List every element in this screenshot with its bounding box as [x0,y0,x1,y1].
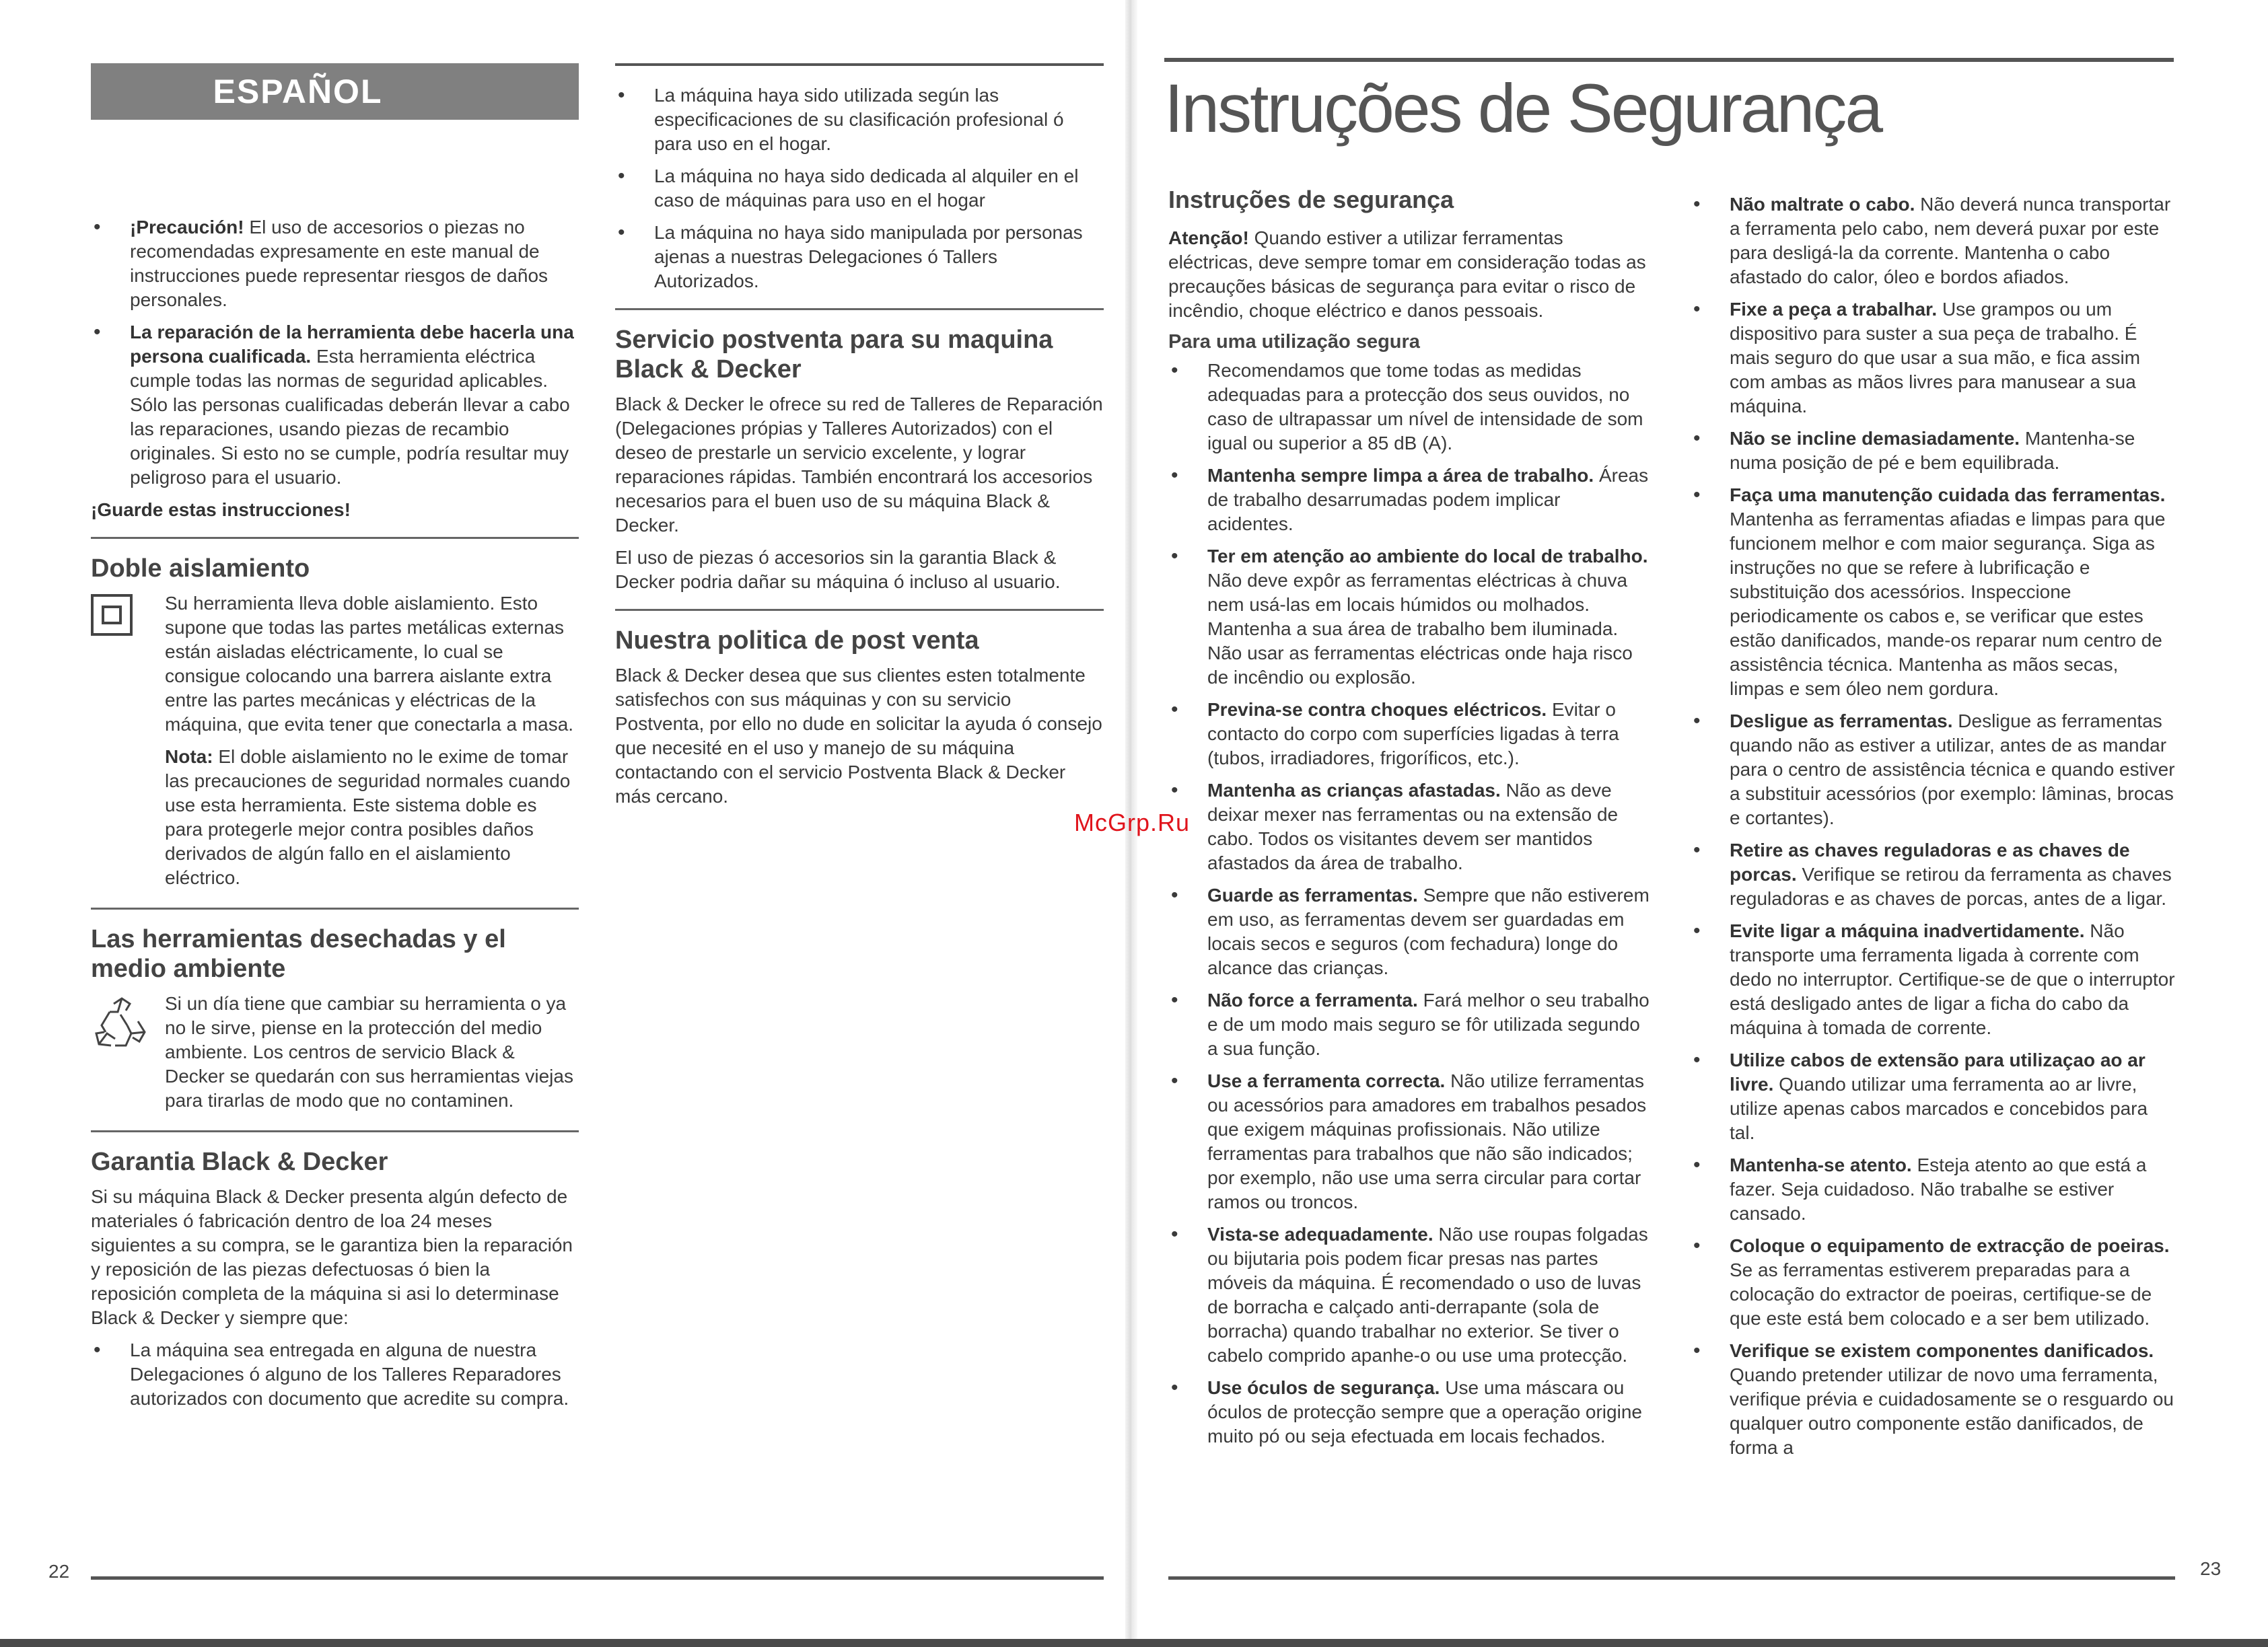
section-heading-instrucoes: Instruções de segurança [1168,186,1454,213]
list-item: • ¡Precaución! El uso de accesorios o piezas no recomendadas expresamente en este manual de instrucciones puede representar riesgos de daños personales. [91,215,579,312]
list-item: • La reparación de la herramienta debe hacerla una persona cualificada. Esta herramienta eléctrica cumple todas las normas de seguridad aplicables. Sólo las personas cualificadas deberán llevar a cabo las reparaciones, usando piezas de recambio originales. Si esto no se cumple, podría resultar muy peligroso para el usuario. [91,320,579,490]
double-insulation-block [91,591,579,898]
top-rule [615,63,1104,66]
list-item: • La máquina no haya sido dedicada al alquiler en el caso de máquinas para uso en el hogar [615,164,1104,213]
page-title: Instruções de Segurança [1164,70,1882,147]
divider [91,537,579,539]
footer-rule [1168,1576,2175,1580]
medio-text: Si un día tiene que cambiar su herramienta o ya no le sirve, piense en la protección del medio ambiente. Los centros de servicio Black & Decker se quedarán con sus herramientas viejas para tirarlas de modo que no contaminen. [165,993,573,1111]
left-column-1 [91,63,579,1419]
list-item: • Utilize cabos de extensão para utilizaçao ao ar livre. Quando utilizar uma ferramenta ao ar livre, utilize apenas cabos marcados e concebidos para tal. [1691,1048,2176,1145]
divider [615,308,1104,310]
section-heading-servicio: Servicio postventa para su maquina Black & Decker [615,326,1053,383]
list-item: • La máquina no haya sido manipulada por personas ajenas a nuestras Delegaciones ó Tallers Autorizados. [615,221,1104,293]
list-item: • Fixe a peça a trabalhar. Use grampos ou um dispositivo para suster a sua peça de trabalho. É mais seguro do que usar a sua mão, e fica assim com ambas as mãos livres para manusear a sua máquina. [1691,297,2176,418]
double-insulation-icon [91,594,133,636]
list-item: • Use a ferramenta correcta. Não utilize ferramentas ou acessórios para amadores em trabalhos pesados que exigem máquinas profissionais. Não utilize ferramentas para trabalhos que não são indicados; por exemplo, não use uma serra circular para cortar ramos ou troncos. [1168,1069,1650,1214]
precaution-list [91,215,579,490]
right-column-1 [1168,186,1650,1457]
section-heading-politica: Nuestra politica de post venta [615,626,979,655]
doble-text: Su herramienta lleva doble aislamiento. Esto supone que todas las partes metálicas externas están aisladas eléctricamente, lo cual se consigue colocando una barrera aislante extra entre las partes mecánicas y eléctricas de la máquina, que evita tener que conectarla a masa. [165,593,574,735]
list-item: • La máquina sea entregada en alguna de nuestra Delegaciones ó alguno de los Talleres Reparadores autorizados con documento que acredite su compra. [91,1338,579,1411]
atencao-text: Atenção! Quando estiver a utilizar ferramentas eléctricas, deve sempre tomar em consideração todas as precauções básicas de segurança para evitar o risco de incêndio, choque eléctrico e danos pessoais. [1168,227,1646,321]
environment-block [91,992,579,1121]
list-item: • Vista-se adequadamente. Não use roupas folgadas ou bijutaria pois podem ficar presas nas partes móveis da máquina. É recomendado o uso de luvas de borracha e calçado anti-derrapante (sola de borracha) quando trabalhar no exterior. Se tiver o cabelo comprido apanhe-o ou use uma protecção. [1168,1222,1650,1368]
page-22 [0,0,1128,1647]
list-item: • Guarde as ferramentas. Sempre que não estiverem em uso, as ferramentas devem ser guardadas em locais secos e seguros (com fechadura) longe do alcance das crianças. [1168,883,1650,980]
garantia-text: Si su máquina Black & Decker presenta algún defecto de materiales ó fabricación dentro de loa 24 meses siguientes a su compra, se le garantiza bien la reparación y reposición de las piezas defectuosas ó bien la reposición completa de la máquina si asi lo determinase Black & Decker y siempre que: [91,1186,573,1328]
doble-note: Nota: El doble aislamiento no le exime de tomar las precauciones de seguridad normales cuando use esta herramienta. Este sistema doble es para protegerle mejor contra posibles daños derivados de algún fallo en el aislamiento eléctrico. [165,746,571,888]
list-item: • Verifique se existem componentes danificados. Quando pretender utilizar de novo uma ferramenta, verifique prévia e cuidadosamente se o resguardo ou qualquer outro componente estão danificados, de forma a [1691,1339,2176,1460]
servicio-text-2: El uso de piezas ó accesorios sin la garantia Black & Decker podria dañar su máquina ó incluso al usuario. [615,547,1061,592]
politica-text: Black & Decker desea que sus clientes esten totalmente satisfechos con sus máquinas y con su servicio Postventa, por ello no dude en solicitar la ayuda ó consejo que necesité en el uso y manejo de su máquina contactando con el servicio Postventa Black & Decker más cercano. [615,665,1102,807]
list-item: • Mantenha sempre limpa a área de trabalho. Áreas de trabalho desarrumadas podem implicar acidentes. [1168,464,1650,536]
list-item: • Não force a ferramenta. Fará melhor o seu trabalho e de um modo mais seguro se fôr utilizada segundo a sua função. [1168,988,1650,1061]
subheading-utilizacao: Para uma utilização segura [1168,331,1420,353]
left-column-2 [615,63,1104,817]
right-column-2 [1691,192,2176,1468]
list-item: • Previna-se contra choques eléctricos. Evitar o contacto do corpo com superfícies ligadas à terra (tubos, irradiadores, frigoríficos, etc.). [1168,698,1650,770]
recycle-icon [91,994,153,1056]
footer-rule [91,1576,1104,1580]
garantia-list [91,1338,579,1411]
list-item: • Não maltrate o cabo. Não deverá nunca transportar a ferramenta pelo cabo, nem deverá puxar por este para desligá-la da corrente. Mantenha o cabo afastado do calor, óleo e bordos afiados. [1691,192,2176,289]
page-23 [1135,0,2268,1647]
section-heading-garantia: Garantia Black & Decker [91,1148,388,1176]
section-heading-medio: Las herramientas desechadas y el medio ambiente [91,925,506,983]
top-rule [1164,58,2174,62]
list-item: • Evite ligar a máquina inadvertidamente. Não transporte uma ferramenta ligada à corrente com dedo no interruptor. Certifique-se de que o interruptor está desligado antes de ligar a ficha do cabo da máquina à tomada de corrente. [1691,919,2176,1040]
conditions-list [615,83,1104,293]
list-item: • Use óculos de segurança. Use uma máscara ou óculos de protecção sempre que a operação origine muito pó ou seja efectuada em locais fechados. [1168,1376,1650,1449]
language-header: ESPAÑOL [91,63,579,120]
safety-list-2 [1691,192,2176,1460]
divider [615,609,1104,611]
page-number: 22 [48,1561,70,1582]
safety-list-1 [1168,359,1650,1449]
section-heading-doble: Doble aislamiento [91,554,310,583]
list-item: • La máquina haya sido utilizada según las especificaciones de su clasificación profesional ó para uso en el hogar. [615,83,1104,156]
list-item: • Faça uma manutenção cuidada das ferramentas. Mantenha as ferramentas afiadas e limpas para que funcionem melhor e com maior segurança. Siga as instruções no que se refere à lubrificação e substituição dos acessórios. Inspeccione periodicamente os cabos e, se verificar que estes estão danificados, mande-os reparar num centro de assistência técnica. Mantenha as mãos secas, limpas e sem óleo nem gordura. [1691,483,2176,701]
list-item: • Mantenha-se atento. Esteja atento ao que está a fazer. Seja cuidadoso. Não trabalhe se estiver cansado. [1691,1153,2176,1226]
divider [91,1130,579,1132]
list-item: • Desligue as ferramentas. Desligue as ferramentas quando não as estiver a utilizar, antes de as mandar para o centro de assistência técnica e quando estiver a substituir acessórios (por exemplo: lâminas, brocas e cortantes). [1691,709,2176,830]
keep-instructions-note: ¡Guarde estas instrucciones! [91,499,351,520]
list-item: • Coloque o equipamento de extracção de poeiras. Se as ferramentas estiverem preparadas para a colocação do extractor de poeiras, certifique-se de que este está bem colocado e a ser bem utilizado. [1691,1234,2176,1331]
list-item: • Mantenha as crianças afastadas. Não as deve deixar mexer nas ferramentas ou na extensão de cabo. Todos os visitantes devem ser mantidos afastados da área de trabalho. [1168,778,1650,875]
watermark: McGrp.Ru [1074,809,1191,836]
list-item: • Recomendamos que tome todas as medidas adequadas para a protecção dos seus ouvidos, no caso de ultrapassar um nível de intensidade de som igual ou superior a 85 dB (A). [1168,359,1650,455]
list-item: • Não se incline demasiadamente. Mantenha-se numa posição de pé e bem equilibrada. [1691,427,2176,475]
list-item: • Ter em atenção ao ambiente do local de trabalho. Não deve expôr as ferramentas eléctricas à chuva nem usá-las em locais húmidos ou molhados. Mantenha a sua área de trabalho bem iluminada. Não usar as ferramentas eléctricas onde haja risco de incêndio ou explosão. [1168,544,1650,690]
servicio-text-1: Black & Decker le ofrece su red de Talleres de Reparación (Delegaciones própias y Talleres Autorizados) con el deseo de prestarle un servicio excelente, y lograr reparaciones rápidas. También encontrará los accesorios necesarios para el buen uso de su máquina Black & Decker. [615,394,1103,536]
page-number: 23 [2200,1558,2222,1579]
list-item: • Retire as chaves reguladoras e as chaves de porcas. Verifique se retirou da ferramenta as chaves reguladoras e as chaves de porcas, antes de a ligar. [1691,838,2176,911]
divider [91,908,579,910]
